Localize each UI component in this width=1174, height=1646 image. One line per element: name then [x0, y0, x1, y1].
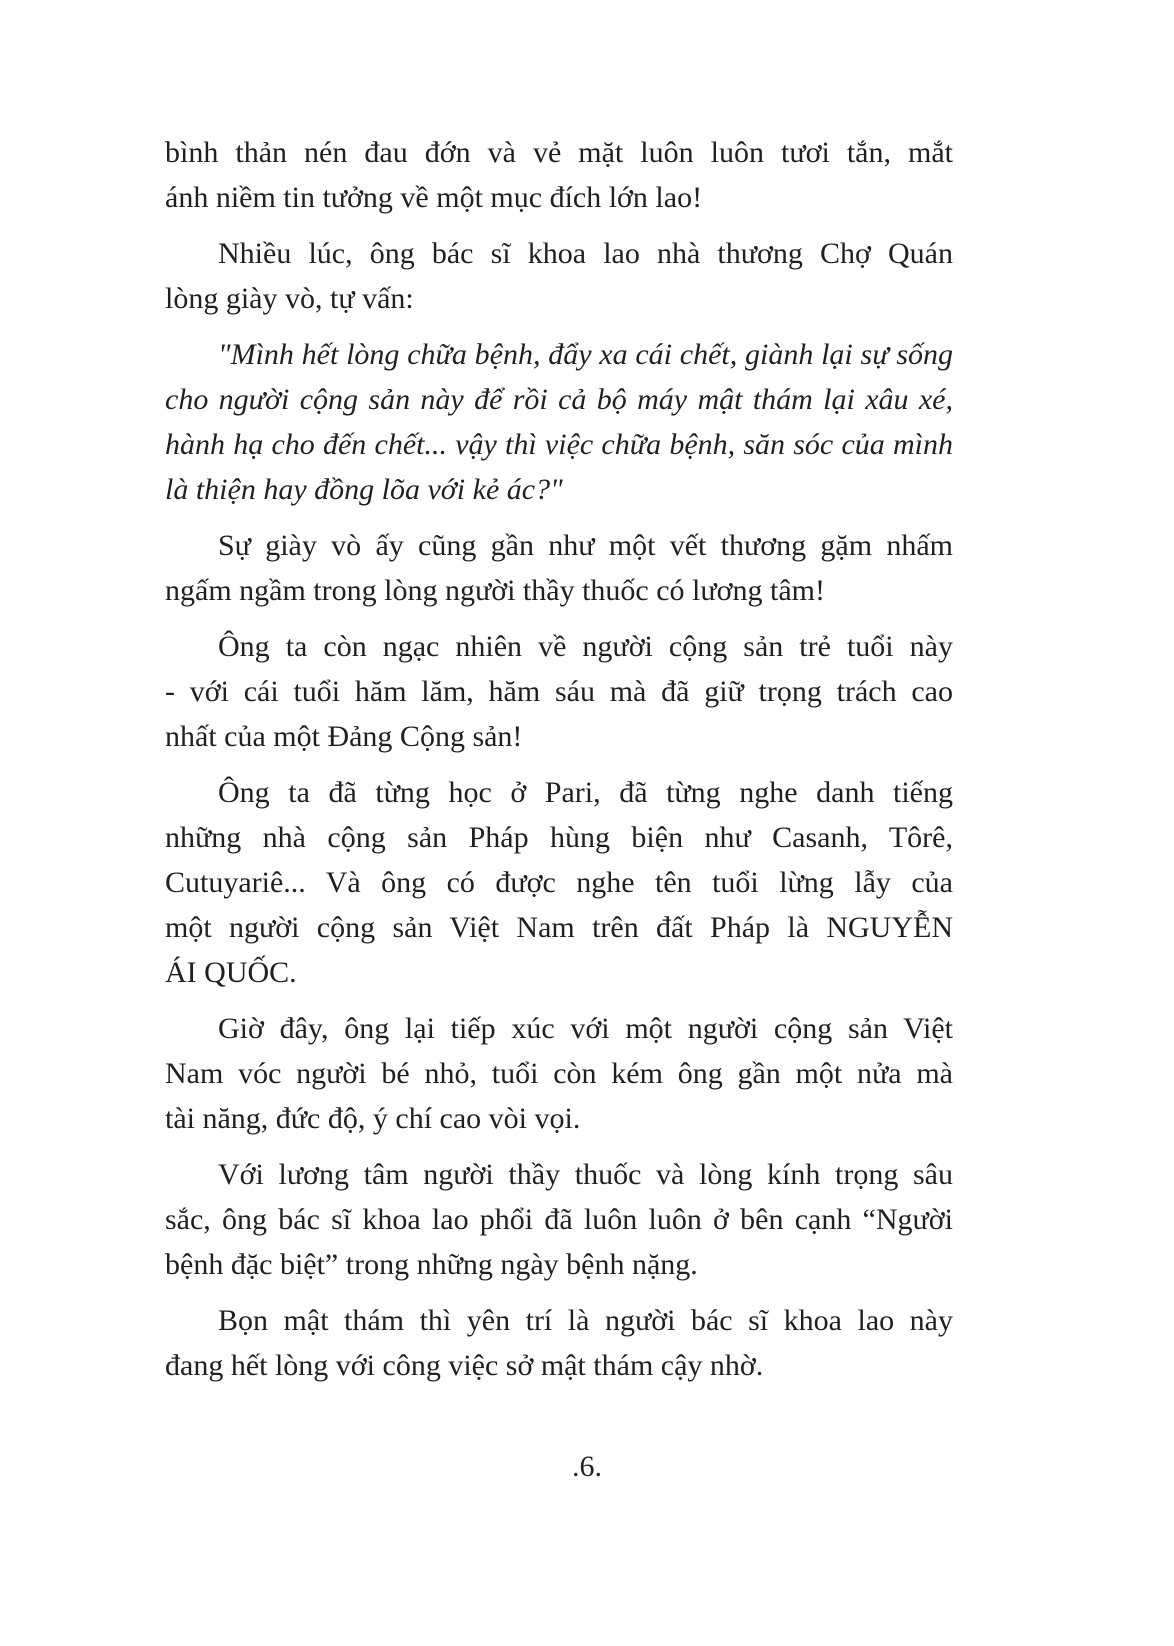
text-line: Ông ta còn ngạc nhiên về người cộng sản trẻ tuổi này	[218, 630, 953, 663]
text-line: Với lương tâm người thầy thuốc và lòng kính trọng sâu	[218, 1158, 953, 1191]
text-line: Sự giày vò ấy cũng gần như một vết thương gặm nhấm	[218, 529, 953, 562]
text-line: ánh niềm tin tưởng về một mục đích lớn lao!	[165, 181, 703, 214]
text-line: Nhiều lúc, ông bác sĩ khoa lao nhà thương Chợ Quán	[218, 237, 953, 270]
text-line: ÁI QUỐC.	[165, 956, 297, 989]
text-line: Ông ta đã từng học ở Pari, đã từng nghe danh tiếng	[218, 776, 953, 809]
paragraph	[165, 130, 953, 220]
paragraph	[165, 1006, 953, 1141]
quote-paragraph	[165, 332, 953, 512]
body-text	[165, 130, 953, 1399]
text-line: lòng giày vò, tự vấn:	[165, 282, 414, 315]
paragraph	[165, 231, 953, 321]
text-line: Nam vóc người bé nhỏ, tuổi còn kém ông gần một nửa mà	[165, 1057, 953, 1090]
paragraph	[165, 770, 953, 995]
text-line: ngấm ngầm trong lòng người thầy thuốc có lương tâm!	[165, 574, 825, 607]
paragraph	[165, 624, 953, 759]
text-line: tài năng, đức độ, ý chí cao vòi vọi.	[165, 1102, 581, 1135]
text-line: - với cái tuổi hăm lăm, hăm sáu mà đã giữ trọng trách cao	[165, 675, 953, 708]
text-line: đang hết lòng với công việc sở mật thám cậy nhờ.	[165, 1349, 764, 1382]
page-number: .6.	[572, 1450, 602, 1483]
text-line: "Mình hết lòng chữa bệnh, đẩy xa cái chết, giành lại sự sống	[218, 338, 953, 371]
text-line: sắc, ông bác sĩ khoa lao phổi đã luôn luôn ở bên cạnh “Người	[165, 1203, 953, 1236]
text-line: hành hạ cho đến chết... vậy thì việc chữa bệnh, săn sóc của mình	[165, 428, 953, 461]
text-line: một người cộng sản Việt Nam trên đất Pháp là NGUYỄN	[165, 911, 953, 944]
text-line: những nhà cộng sản Pháp hùng biện như Casanh, Tôrê,	[165, 821, 953, 854]
text-line: cho người cộng sản này để rồi cả bộ máy mật thám lại xâu xé,	[165, 383, 953, 416]
paragraph	[165, 1152, 953, 1287]
paragraph	[165, 523, 953, 613]
paragraph	[165, 1298, 953, 1388]
text-line: Giờ đây, ông lại tiếp xúc với một người cộng sản Việt	[218, 1012, 953, 1045]
text-line: Bọn mật thám thì yên trí là người bác sĩ khoa lao này	[218, 1304, 953, 1337]
text-line: Cutuyariê... Và ông có được nghe tên tuổi lừng lẫy của	[165, 866, 953, 899]
text-line: bình thản nén đau đớn và vẻ mặt luôn luôn tươi tắn, mắt	[165, 136, 953, 169]
text-line: bệnh đặc biệt” trong những ngày bệnh nặng.	[165, 1248, 698, 1281]
text-line: là thiện hay đồng lõa với kẻ ác?"	[165, 473, 563, 506]
text-line: nhất của một Đảng Cộng sản!	[165, 720, 523, 753]
